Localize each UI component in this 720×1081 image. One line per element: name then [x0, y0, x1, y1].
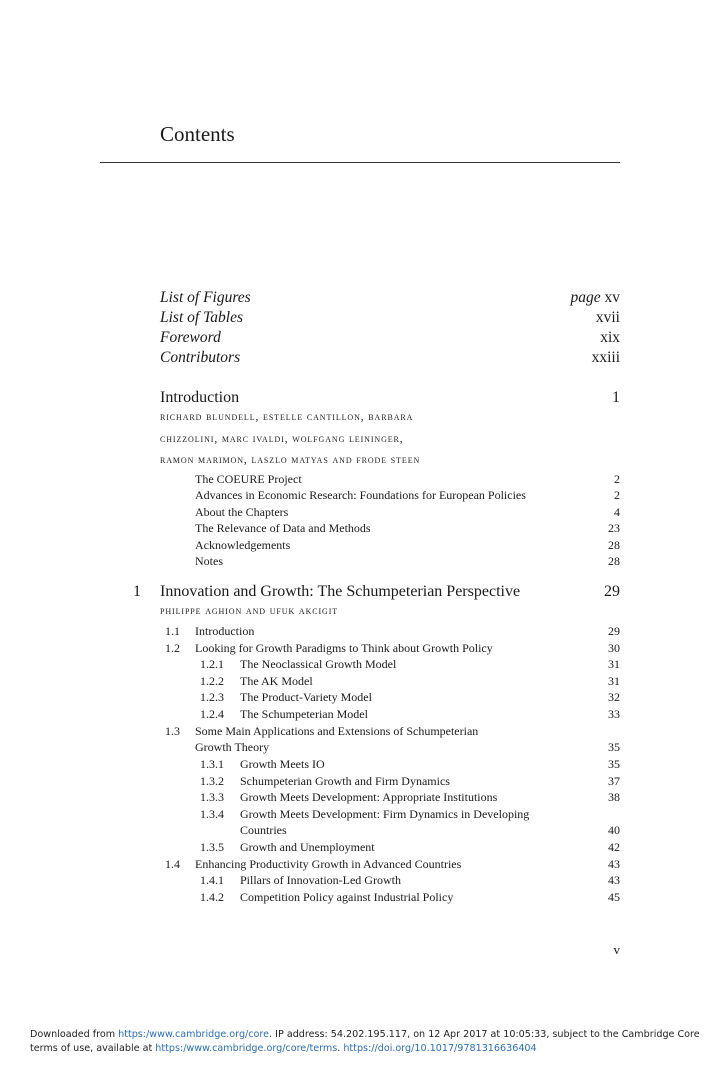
page-title: Contents [160, 122, 235, 146]
toc-subsection[interactable] [0, 806, 620, 822]
toc-subsection[interactable] [0, 689, 620, 705]
title-rule [100, 162, 620, 163]
toc-subsection[interactable] [0, 756, 620, 772]
toc-entry-label: The Neoclassical Growth Model [240, 657, 397, 671]
toc-subsection[interactable] [0, 789, 620, 805]
toc-subentry[interactable] [0, 504, 620, 520]
toc-entry-introduction[interactable] [0, 388, 620, 408]
section-number: 1.3.2 [200, 774, 224, 788]
toc-entry-label: Pillars of Innovation-Led Growth [240, 873, 401, 887]
toc-entry-page: 43 [608, 873, 620, 887]
section-number: 1.3.5 [200, 840, 224, 854]
toc-subentry[interactable] [0, 537, 620, 553]
toc-entry-label: Introduction [160, 389, 240, 406]
toc-entry-contributors[interactable] [0, 348, 620, 368]
toc-entry-page: 28 [608, 538, 620, 552]
page-number: xv [604, 289, 620, 306]
folio-number: v [613, 942, 620, 957]
toc-subsection[interactable] [0, 889, 620, 905]
chapter-number: 1 [133, 583, 141, 600]
toc-subentry[interactable] [0, 471, 620, 487]
footer-text: . IP address: 54.202.195.117, on 12 Apr 2017 at 10:05:33, subject to the Cambridge Core [269, 1029, 700, 1040]
toc-subsection[interactable] [0, 773, 620, 789]
toc-entry-label: Growth Meets Development: Firm Dynamics in Developing [240, 807, 530, 821]
section-number: 1.2.4 [200, 707, 224, 721]
toc-subsection-continuation[interactable] [0, 822, 620, 838]
section-number: 1.4 [165, 857, 180, 871]
toc-subsection[interactable] [0, 706, 620, 722]
toc-entry-page: 38 [608, 790, 620, 804]
toc-entry-page: 28 [608, 554, 620, 568]
toc-section-continuation[interactable] [0, 739, 620, 755]
toc-entry-page: 2 [614, 472, 620, 486]
section-number: 1.3 [165, 724, 180, 738]
introduction-authors-line-3: ramon marimon, laszlo matyas and frode steen [160, 454, 421, 466]
toc-entry-label: Contributors [160, 349, 241, 366]
toc-subentry[interactable] [0, 520, 620, 536]
toc-section[interactable] [0, 640, 620, 656]
toc-entry-label: Advances in Economic Research: Foundations for European Policies [195, 488, 526, 502]
toc-section[interactable] [0, 623, 620, 639]
toc-entry-page [570, 288, 620, 308]
toc-entry-label: Countries [240, 823, 287, 837]
section-number: 1.3.1 [200, 757, 224, 771]
toc-subsection[interactable] [0, 673, 620, 689]
toc-entry-label: Schumpeterian Growth and Firm Dynamics [240, 774, 450, 788]
toc-entry-label: Growth and Unemployment [240, 840, 375, 854]
section-number: 1.3.4 [200, 807, 224, 821]
cambridge-core-link[interactable]: https:/www.cambridge.org/core [118, 1029, 270, 1040]
toc-entry-label: Competition Policy against Industrial Policy [240, 890, 454, 904]
toc-entry-page: 1 [612, 389, 620, 406]
toc-entry-page: 29 [608, 624, 620, 638]
section-number: 1.2 [165, 641, 180, 655]
toc-entry-page: 40 [608, 823, 620, 837]
introduction-authors-line-2: chizzolini, marc ivaldi, wolfgang leininger, [160, 433, 404, 445]
toc-entry-label: Looking for Growth Paradigms to Think about Growth Policy [195, 641, 493, 655]
toc-section[interactable] [0, 723, 620, 739]
toc-subsection[interactable] [0, 839, 620, 855]
toc-subsection[interactable] [0, 872, 620, 888]
toc-entry-label: Growth Meets Development: Appropriate Institutions [240, 790, 498, 804]
toc-entry-page: xvii [595, 309, 620, 326]
footer-text: . [337, 1043, 344, 1054]
toc-entry-label: About the Chapters [195, 505, 289, 519]
introduction-authors-line-1: richard blundell, estelle cantillon, barbara [160, 411, 414, 423]
section-number: 1.3.3 [200, 790, 224, 804]
toc-entry-page: 35 [608, 740, 620, 754]
toc-entry-page: 4 [614, 505, 620, 519]
toc-entry-label: Innovation and Growth: The Schumpeterian Perspective [160, 583, 521, 600]
section-number: 1.2.1 [200, 657, 224, 671]
section-number: 1.2.2 [200, 674, 224, 688]
toc-entry-label: List of Tables [160, 309, 243, 326]
section-number: 1.4.2 [200, 890, 224, 904]
toc-subsection[interactable] [0, 656, 620, 672]
toc-entry-label: Growth Meets IO [240, 757, 325, 771]
toc-entry-label: List of Figures [160, 289, 251, 306]
terms-link[interactable]: https:/www.cambridge.org/core/terms [155, 1043, 338, 1054]
toc-entry-label: Growth Theory [195, 740, 270, 754]
toc-entry-label: The COEURE Project [195, 472, 302, 486]
toc-entry-page: 45 [608, 890, 620, 904]
toc-entry-page: 35 [608, 757, 620, 771]
toc-entry-chapter-1[interactable] [0, 582, 620, 602]
toc-entry-label: Foreword [160, 329, 221, 346]
toc-entry-label: The Relevance of Data and Methods [195, 521, 371, 535]
toc-entry-list-of-figures[interactable] [0, 288, 620, 308]
page-word: page [570, 289, 601, 306]
toc-entry-page: 31 [608, 657, 620, 671]
toc-entry-page: 31 [608, 674, 620, 688]
toc-entry-label: The Schumpeterian Model [240, 707, 368, 721]
toc-entry-label: Enhancing Productivity Growth in Advanced Countries [195, 857, 462, 871]
section-number: 1.4.1 [200, 873, 224, 887]
toc-entry-page: 43 [608, 857, 620, 871]
footer-text: Downloaded from [30, 1029, 119, 1040]
toc-entry-page: 37 [608, 774, 620, 788]
toc-entry-label: Acknowledgements [195, 538, 291, 552]
toc-entry-label: The Product-Variety Model [240, 690, 372, 704]
toc-entry-label: The AK Model [240, 674, 313, 688]
toc-entry-page: xxiii [591, 349, 620, 366]
doi-link[interactable]: https://doi.org/10.1017/9781316636404 [343, 1043, 537, 1054]
toc-subentry[interactable] [0, 553, 620, 569]
toc-entry-list-of-tables[interactable] [0, 308, 620, 328]
toc-entry-page: 33 [608, 707, 620, 721]
footer-text: terms of use, available at [30, 1043, 156, 1054]
toc-entry-page: 42 [608, 840, 620, 854]
toc-entry-label: Introduction [195, 624, 255, 638]
toc-entry-page: 32 [608, 690, 620, 704]
toc-entry-page: 2 [614, 488, 620, 502]
toc-entry-page: 23 [608, 521, 620, 535]
toc-entry-page: 30 [608, 641, 620, 655]
toc-entry-page: 29 [604, 583, 620, 600]
toc-entry-label: Notes [195, 554, 223, 568]
section-number: 1.2.3 [200, 690, 224, 704]
chapter-1-authors: philippe aghion and ufuk akcigit [160, 605, 339, 617]
toc-entry-foreword[interactable] [0, 328, 620, 348]
toc-entry-page: xix [600, 329, 620, 346]
section-number: 1.1 [165, 624, 180, 638]
toc-entry-label: Some Main Applications and Extensions of Schumpeterian [195, 724, 479, 738]
toc-section[interactable] [0, 856, 620, 872]
download-footer [30, 1028, 700, 1056]
toc-subentry[interactable] [0, 487, 620, 503]
